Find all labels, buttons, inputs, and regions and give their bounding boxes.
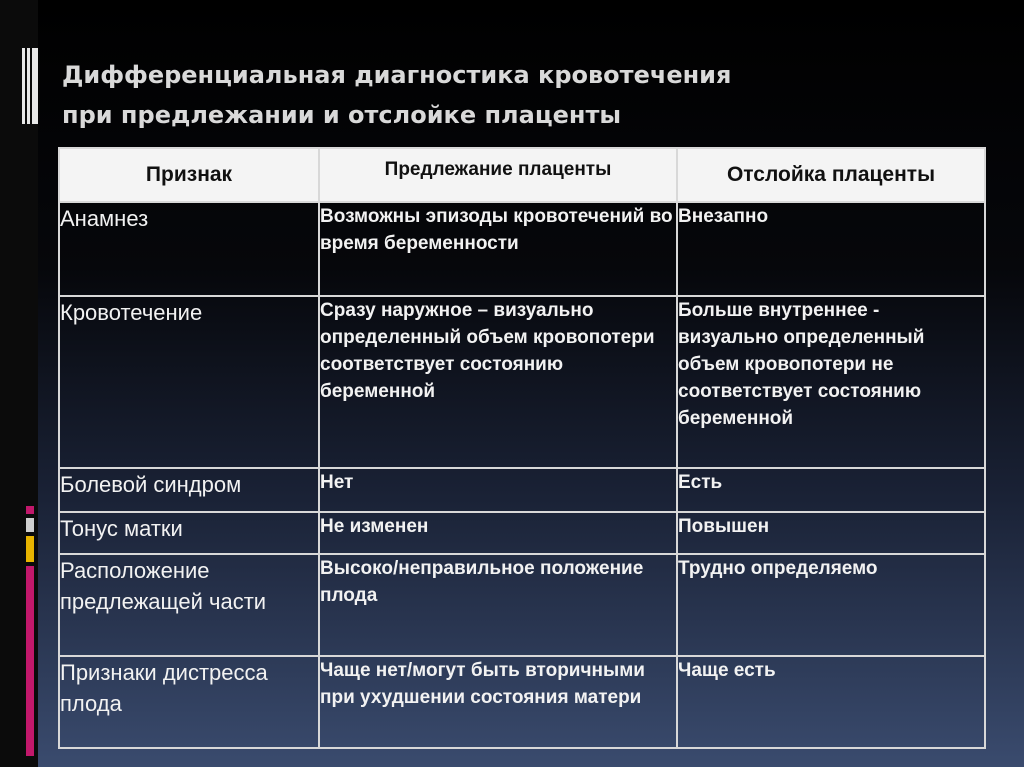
abruption-cell: Внезапно — [677, 202, 985, 296]
sign-cell: Кровотечение — [59, 296, 319, 468]
previa-cell: Не изменен — [319, 512, 677, 554]
sign-cell: Болевой синдром — [59, 468, 319, 512]
previa-cell: Нет — [319, 468, 677, 512]
diagnosis-table — [58, 147, 986, 749]
column-header: Отслойка плаценты — [677, 148, 985, 202]
table-row — [59, 656, 985, 748]
title-line-1: Дифференциальная диагностика кровотечения — [62, 61, 732, 89]
previa-cell: Возможны эпизоды кровотечений во время беременности — [319, 202, 677, 296]
accent-magenta — [26, 566, 34, 756]
sign-cell: Расположение предлежащей части — [59, 554, 319, 656]
abruption-cell: Чаще есть — [677, 656, 985, 748]
column-header: Признак — [59, 148, 319, 202]
table-header-row — [59, 148, 985, 202]
abruption-cell: Повышен — [677, 512, 985, 554]
table-row — [59, 202, 985, 296]
abruption-cell: Трудно определяемо — [677, 554, 985, 656]
table-row — [59, 468, 985, 512]
decorative-bars-icon — [22, 48, 38, 128]
column-header: Предлежание плаценты — [319, 148, 677, 202]
table-row — [59, 512, 985, 554]
accent-gray — [26, 518, 34, 532]
accent-yellow — [26, 536, 34, 562]
previa-cell: Сразу наружное – визуально определенный объем кровопотери соответствует состоянию беременной — [319, 296, 677, 468]
previa-cell: Высоко/неправильное положение плода — [319, 554, 677, 656]
abruption-cell: Есть — [677, 468, 985, 512]
abruption-cell: Больше внутреннее - визуально определенный объем кровопотери не соответствует состоянию беременной — [677, 296, 985, 468]
accent-magenta-top — [26, 506, 34, 514]
sign-cell: Анамнез — [59, 202, 319, 296]
title-line-2: при предлежании и отслойке плаценты — [62, 101, 622, 129]
sign-cell: Признаки дистресса плода — [59, 656, 319, 748]
table-row — [59, 554, 985, 656]
sign-cell: Тонус матки — [59, 512, 319, 554]
table-row — [59, 296, 985, 468]
page-title — [62, 55, 982, 135]
previa-cell: Чаще нет/могут быть вторичными при ухудшении состояния матери — [319, 656, 677, 748]
